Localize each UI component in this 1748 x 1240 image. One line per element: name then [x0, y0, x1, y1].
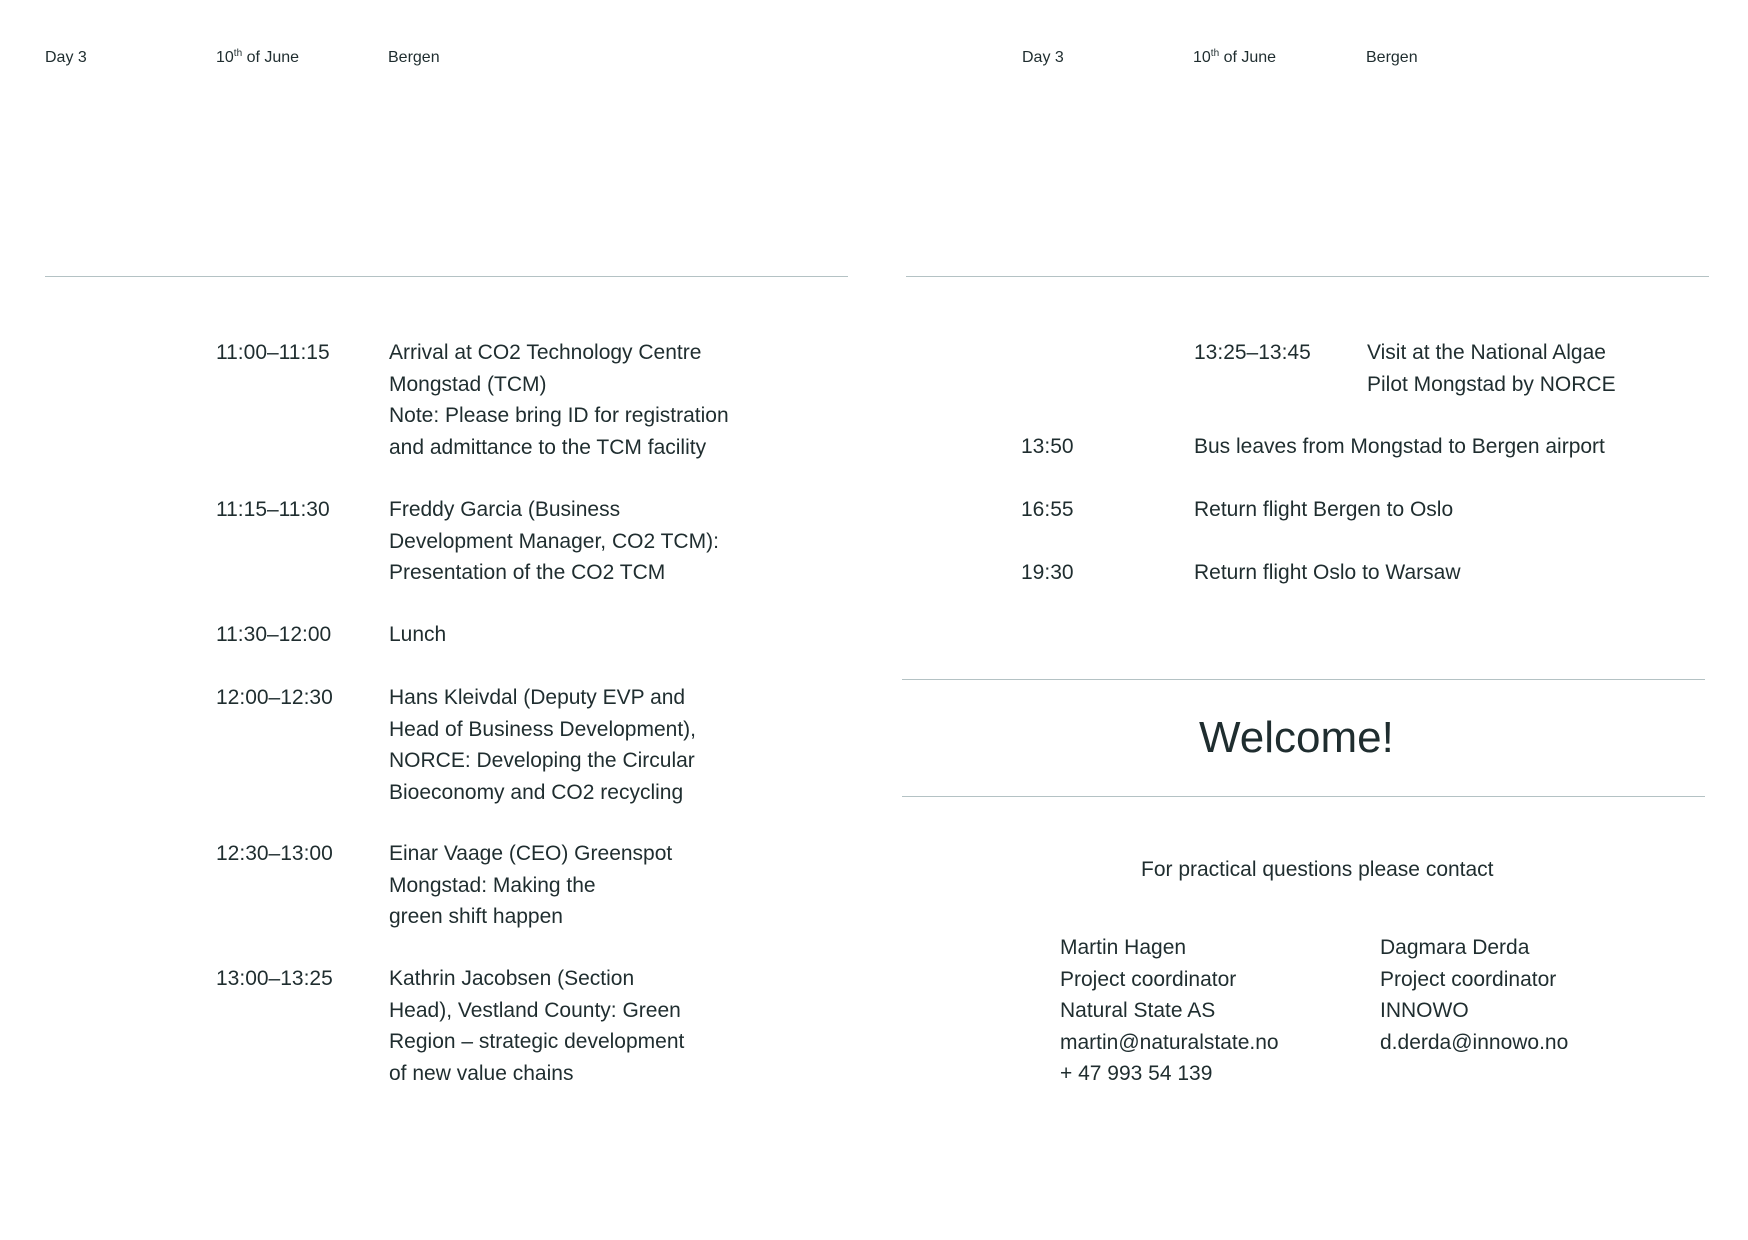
left-header-divider: [45, 276, 848, 277]
description-line: and admittance to the TCM facility: [389, 435, 707, 459]
description-line: Head of Business Development),: [389, 717, 696, 741]
contact-name: Martin Hagen: [1060, 936, 1187, 959]
description-line: Return flight Oslo to Warsaw: [1194, 561, 1461, 584]
description-line: Return flight Bergen to Oslo: [1194, 498, 1454, 521]
contact-org: Natural State AS: [1060, 999, 1216, 1022]
left-header-date-rest: of June: [242, 49, 300, 66]
schedule-description: [389, 494, 719, 589]
description-line: Bus leaves from Mongstad to Bergen airport: [1194, 435, 1605, 458]
description-line: of new value chains: [389, 1061, 574, 1085]
contact-email[interactable]: d.derda@innowo.no: [1380, 1030, 1569, 1054]
description-line: Bioeconomy and CO2 recycling: [389, 780, 684, 804]
welcome-heading: Welcome!: [1199, 713, 1394, 762]
welcome-top-divider: [902, 679, 1705, 680]
description-line: Mongstad (TCM): [389, 372, 547, 396]
right-header-date-sup: th: [1210, 48, 1220, 59]
schedule-description: [389, 619, 446, 651]
description-line: Freddy Garcia (Business: [389, 498, 621, 521]
description-line: green shift happen: [389, 905, 563, 928]
welcome-bottom-divider: [902, 796, 1705, 797]
schedule-time: 19:30: [1021, 561, 1074, 584]
right-header-date-num: 10: [1193, 49, 1211, 66]
description-line: Lunch: [389, 623, 447, 646]
schedule-time: 16:55: [1021, 498, 1074, 521]
left-header-day: Day 3: [45, 49, 87, 66]
right-header-divider: [906, 276, 1709, 277]
description-line: Mongstad: Making the: [389, 873, 596, 897]
description-line: Development Manager, CO2 TCM):: [389, 529, 719, 553]
description-line: Kathrin Jacobsen (Section: [389, 967, 635, 990]
description-line: Note: Please bring ID for registration: [389, 404, 729, 427]
right-header-date: [1193, 48, 1276, 68]
schedule-description: [1194, 557, 1460, 589]
description-line: NORCE: Developing the Circular: [389, 749, 695, 772]
schedule-time: 11:15–11:30: [216, 498, 330, 521]
contact-email[interactable]: martin@naturalstate.no: [1060, 1030, 1279, 1054]
description-line: Head), Vestland County: Green: [389, 998, 681, 1022]
contact-card: [1060, 932, 1279, 1090]
right-header-date-rest: of June: [1219, 49, 1277, 66]
contact-intro: For practical questions please contact: [1141, 858, 1494, 881]
schedule-description: [389, 838, 672, 933]
description-line: Hans Kleivdal (Deputy EVP and: [389, 686, 686, 709]
contact-org: INNOWO: [1380, 999, 1469, 1022]
description-line: Arrival at CO2 Technology Centre: [389, 341, 702, 364]
right-header-place: Bergen: [1366, 49, 1418, 66]
contact-role: Project coordinator: [1380, 967, 1557, 991]
description-line: Region – strategic development: [389, 1030, 685, 1053]
left-header-place: Bergen: [388, 49, 440, 66]
schedule-time: 12:30–13:00: [216, 842, 333, 865]
schedule-time: 12:00–12:30: [216, 686, 333, 709]
contact-name: Dagmara Derda: [1380, 936, 1530, 959]
schedule-description: [389, 682, 696, 808]
schedule-time: 11:00–11:15: [216, 341, 330, 364]
description-line: Pilot Mongstad by NORCE: [1367, 372, 1616, 396]
right-header-day: Day 3: [1022, 49, 1064, 66]
schedule-time: 13:25–13:45: [1194, 341, 1311, 364]
contact-phone[interactable]: + 47 993 54 139: [1060, 1062, 1213, 1085]
schedule-description: [1194, 431, 1605, 463]
contact-card: [1380, 932, 1568, 1058]
schedule-time: 13:00–13:25: [216, 967, 333, 990]
schedule-description: [389, 963, 684, 1089]
left-header-date: [216, 48, 299, 68]
description-line: Einar Vaage (CEO) Greenspot: [389, 842, 673, 865]
schedule-time: 11:30–12:00: [216, 623, 332, 646]
schedule-time: 13:50: [1021, 435, 1074, 458]
schedule-description: [1194, 494, 1453, 526]
schedule-description: [389, 337, 729, 463]
description-line: Visit at the National Algae: [1367, 341, 1606, 364]
description-line: Presentation of the CO2 TCM: [389, 561, 666, 584]
contact-role: Project coordinator: [1060, 967, 1237, 991]
left-header-date-num: 10: [216, 49, 234, 66]
left-header-date-sup: th: [233, 48, 243, 59]
schedule-description: [1367, 337, 1616, 400]
